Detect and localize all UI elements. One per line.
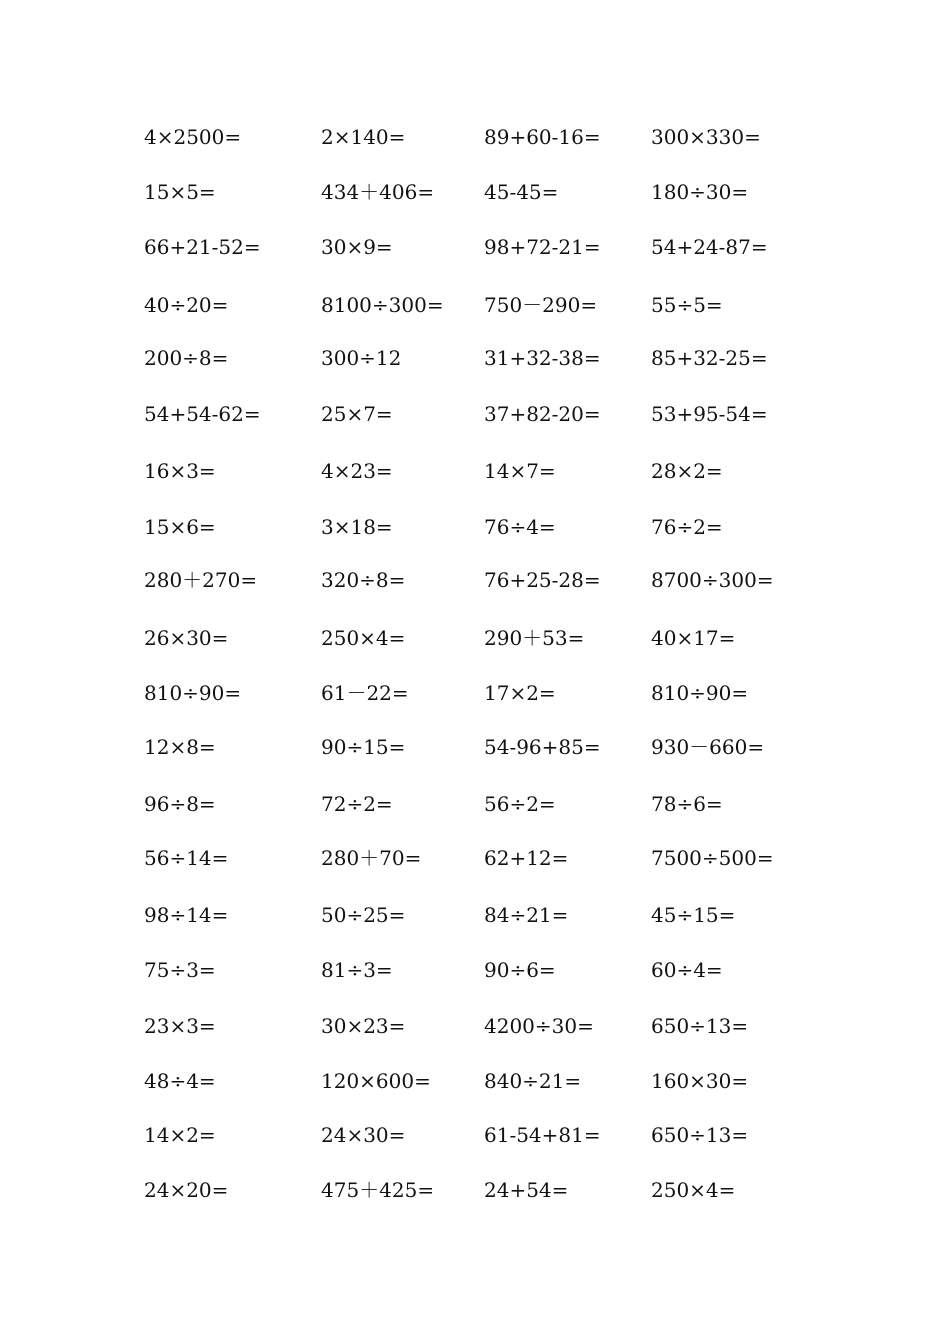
problem: 4×2500= <box>144 125 242 149</box>
problem: 31+32-38= <box>484 346 601 370</box>
problem: 56÷14= <box>144 846 229 870</box>
problem: 45÷15= <box>651 903 736 927</box>
problem: 28×2= <box>651 459 723 483</box>
problem: 96÷8= <box>144 792 216 816</box>
problem-row <box>0 399 950 429</box>
problem-row <box>0 122 950 152</box>
problem: 14×7= <box>484 459 556 483</box>
problem: 50÷25= <box>321 903 406 927</box>
problem-row <box>0 1011 950 1041</box>
problem: 66+21-52= <box>144 235 261 259</box>
problem: 12×8= <box>144 735 216 759</box>
problem: 76÷4= <box>484 515 556 539</box>
problem: 250×4= <box>651 1178 736 1202</box>
problem: 75÷3= <box>144 958 216 982</box>
problem: 54-96+85= <box>484 735 601 759</box>
problem: 160×30= <box>651 1069 749 1093</box>
problem: 25×7= <box>321 402 393 426</box>
problem: 45-45= <box>484 180 559 204</box>
problem: 2×140= <box>321 125 406 149</box>
problem: 280＋270= <box>144 568 258 592</box>
problem: 40×17= <box>651 626 736 650</box>
problem: 120×600= <box>321 1069 431 1093</box>
problem-row <box>0 1120 950 1150</box>
problem: 89+60-16= <box>484 125 601 149</box>
problem-row <box>0 843 950 873</box>
problem: 54+54-62= <box>144 402 261 426</box>
problem-row <box>0 565 950 595</box>
problem: 250×4= <box>321 626 406 650</box>
problem: 16×3= <box>144 459 216 483</box>
problem: 76÷2= <box>651 515 723 539</box>
problem-row <box>0 732 950 762</box>
problem: 810÷90= <box>144 681 242 705</box>
problem: 290＋53= <box>484 626 585 650</box>
problem: 40÷20= <box>144 293 229 317</box>
problem: 98+72-21= <box>484 235 601 259</box>
problem: 434＋406= <box>321 180 435 204</box>
problem-row <box>0 789 950 819</box>
problem: 4×23= <box>321 459 393 483</box>
problem: 85+32-25= <box>651 346 768 370</box>
problem-row <box>0 290 950 320</box>
problem: 54+24-87= <box>651 235 768 259</box>
problem: 280＋70= <box>321 846 422 870</box>
problem: 98÷14= <box>144 903 229 927</box>
problem: 30×23= <box>321 1014 406 1038</box>
problem: 650÷13= <box>651 1014 749 1038</box>
problem: 48÷4= <box>144 1069 216 1093</box>
problem: 24+54= <box>484 1178 569 1202</box>
problem: 81÷3= <box>321 958 393 982</box>
problem: 840÷21= <box>484 1069 582 1093</box>
problem: 3×18= <box>321 515 393 539</box>
problem: 14×2= <box>144 1123 216 1147</box>
problem: 15×6= <box>144 515 216 539</box>
problem: 8100÷300= <box>321 293 444 317</box>
problem: 90÷15= <box>321 735 406 759</box>
problem: 300÷12 <box>321 346 402 370</box>
problem-row <box>0 623 950 653</box>
problem: 61-54+81= <box>484 1123 601 1147</box>
problem: 30×9= <box>321 235 393 259</box>
problem-row <box>0 343 950 373</box>
problem: 90÷6= <box>484 958 556 982</box>
problem-row <box>0 1066 950 1096</box>
problem: 7500÷500= <box>651 846 774 870</box>
problem: 15×5= <box>144 180 216 204</box>
problem: 300×330= <box>651 125 761 149</box>
problem: 78÷6= <box>651 792 723 816</box>
problem: 475＋425= <box>321 1178 435 1202</box>
problem: 76+25-28= <box>484 568 601 592</box>
problem: 930－660= <box>651 735 765 759</box>
problem: 60÷4= <box>651 958 723 982</box>
problem-row <box>0 177 950 207</box>
problem-row <box>0 512 950 542</box>
problem: 180÷30= <box>651 180 749 204</box>
problem: 24×30= <box>321 1123 406 1147</box>
problem: 72÷2= <box>321 792 393 816</box>
problem: 810÷90= <box>651 681 749 705</box>
problem: 26×30= <box>144 626 229 650</box>
problem-row <box>0 900 950 930</box>
problem: 24×20= <box>144 1178 229 1202</box>
problem-row <box>0 955 950 985</box>
problem: 84÷21= <box>484 903 569 927</box>
problem: 23×3= <box>144 1014 216 1038</box>
problem: 17×2= <box>484 681 556 705</box>
problem: 320÷8= <box>321 568 406 592</box>
problem: 37+82-20= <box>484 402 601 426</box>
problem-row <box>0 678 950 708</box>
problem: 53+95-54= <box>651 402 768 426</box>
problem: 56÷2= <box>484 792 556 816</box>
problem: 750－290= <box>484 293 598 317</box>
problem-row <box>0 232 950 262</box>
problem: 8700÷300= <box>651 568 774 592</box>
problem: 4200÷30= <box>484 1014 594 1038</box>
problem-row <box>0 1175 950 1205</box>
problem: 55÷5= <box>651 293 723 317</box>
problem: 62+12= <box>484 846 569 870</box>
problem-row <box>0 456 950 486</box>
problem: 200÷8= <box>144 346 229 370</box>
problem: 61－22= <box>321 681 409 705</box>
problem: 650÷13= <box>651 1123 749 1147</box>
